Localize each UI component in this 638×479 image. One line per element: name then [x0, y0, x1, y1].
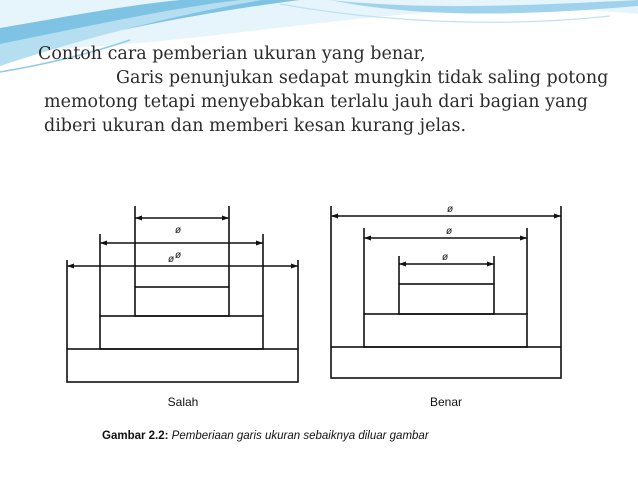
caption-prefix: Gambar 2.2:	[102, 430, 169, 442]
label-salah: Salah	[167, 395, 199, 409]
benar-top-block	[399, 284, 494, 314]
salah-middle-block	[100, 316, 263, 349]
salah-bottom-block	[67, 349, 298, 382]
caption-text: Pemberiaan garis ukuran sebaiknya diluar gambar	[168, 430, 429, 442]
label-benar: Benar	[429, 395, 463, 409]
benar-middle-block	[364, 314, 527, 347]
intro-text: Contoh cara pemberian ukuran yang benar,	[38, 44, 426, 64]
dim-symbol: ø	[175, 250, 182, 261]
benar-bottom-block	[331, 347, 561, 378]
figure-drawing	[62, 198, 562, 443]
slide-text	[40, 42, 610, 138]
body-paragraph: Garis penunjukan sedapat mungkin tidak saling potong memotong tetapi menyebabkan terlalu jauh dari bagian yang diberi ukuran dan memberi kesan kurang jelas.	[44, 68, 609, 136]
dim-symbol: ø	[175, 225, 182, 236]
dim-symbol: ø	[447, 204, 454, 215]
dim-symbol: ø	[446, 226, 453, 237]
dim-symbol: ø	[442, 252, 449, 263]
dim-symbol: ø	[168, 254, 175, 265]
figure-caption	[102, 430, 430, 442]
salah-top-block	[135, 287, 229, 316]
dimension-figure	[62, 198, 562, 443]
